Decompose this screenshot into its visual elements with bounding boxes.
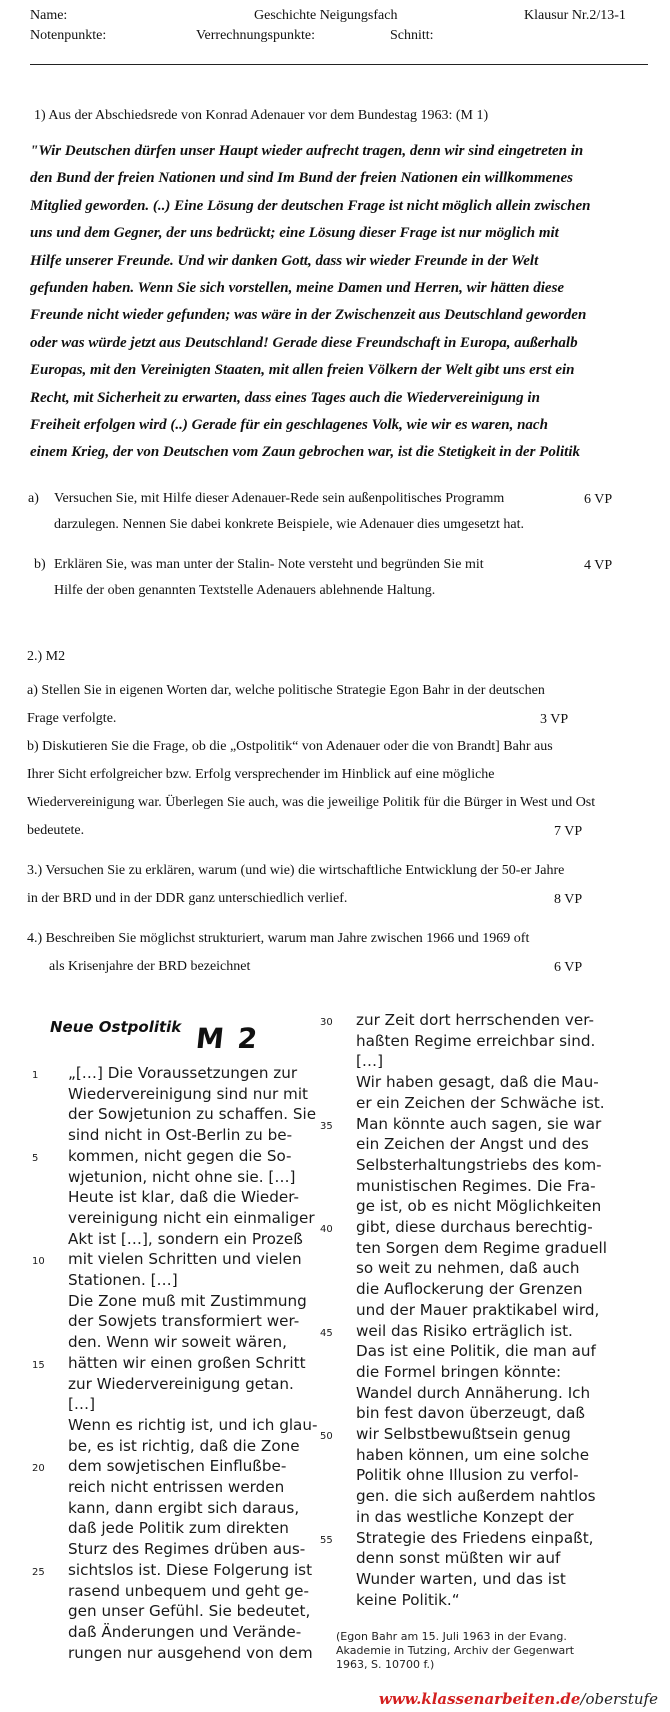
m2-line-text: hätten wir einen großen Schritt (68, 1353, 306, 1372)
m2-line-text: […] (68, 1395, 96, 1414)
m2-line-text: wjetunion, nicht ohne sie. […] (68, 1167, 296, 1186)
citation-line: 1963, S. 10700 f.) (336, 1658, 435, 1671)
m2-text-line (356, 1486, 607, 1507)
m2-text-line (356, 1155, 607, 1176)
m2-text-line (356, 1590, 607, 1611)
m2-text-line (68, 1270, 317, 1291)
m2-line-text: gen unser Gefühl. Sie bedeutet, (68, 1602, 311, 1621)
m2-line-text: be, es ist richtig, daß die Zone (68, 1436, 300, 1455)
m2-text-line (356, 1238, 607, 1259)
m2-text-line (68, 1601, 317, 1622)
m2-text-line (356, 1548, 607, 1569)
m2-text-line (68, 1374, 317, 1395)
m2-text-line (356, 1258, 607, 1279)
m2-text-line (68, 1167, 317, 1188)
q2b-line1: b) Diskutieren Sie die Frage, ob die „Ostpolitik“ von Adenauer oder die von Brandt] Bahr aus (27, 739, 553, 754)
m2-line-text: die Auflockerung der Grenzen (356, 1280, 583, 1299)
quote-line: Europas, mit den Vereinigten Staaten, mit allen freien Völkern der Welt gibt uns erst ein (30, 362, 575, 379)
line-number: 35 (320, 1120, 333, 1132)
q2-title: 2.) M2 (27, 649, 66, 664)
quote-line: einem Krieg, der von Deutschen vom Zaun gebrochen war, ist die Stetigkeit in der Politik (30, 444, 581, 461)
q2a-line1: a) Stellen Sie in eigenen Worten dar, welche politische Strategie Egon Bahr in der deutschen (27, 683, 545, 698)
q1a-line1: Versuchen Sie, mit Hilfe dieser Adenauer-Rede sein außenpolitisches Programm (54, 491, 505, 506)
m2-line-text: […] (356, 1052, 384, 1071)
m2-text-line (68, 1311, 317, 1332)
q2b-line2: Ihrer Sicht erfolgreicher bzw. Erfolg versprechender im Hinblick auf eine mögliche (27, 767, 495, 782)
quote-line: gefunden haben. Wenn Sie sich vorstellen, meine Damen und Herren, wir hätten diese (30, 280, 565, 297)
m2-line-text: vereinigung nicht ein einmaliger (68, 1208, 315, 1227)
m2-text-line (320, 1217, 607, 1238)
average-label: Schnitt: (390, 28, 434, 43)
q1b-line2: Hilfe der oben genannten Textstelle Adenauers ablehnende Haltung. (54, 583, 436, 598)
m2-text-line (320, 1424, 607, 1445)
m2-text-line (356, 1362, 607, 1383)
m2-line-text: Akt ist […], sondern ein Prozeß (68, 1229, 303, 1248)
m2-line-text: rasend unbequem und geht ge- (68, 1581, 309, 1600)
m2-text-line (356, 1196, 607, 1217)
m2-text-line (320, 1114, 607, 1135)
m2-text-line (356, 1465, 607, 1486)
m2-text-line (32, 1456, 317, 1477)
m2-text-line (320, 1010, 607, 1031)
quote-line: Freiheit erfolgen wird (..) Gerade für ein geschlagenes Volk, wie wir es waren, nach (30, 417, 548, 434)
q1b-line1: Erklären Sie, was man unter der Stalin- Note versteht und begründen Sie mit (54, 557, 484, 572)
line-number: 5 (32, 1152, 39, 1164)
q2b-line3: Wiedervereinigung war. Überlegen Sie auch, was die jeweilige Politik für die Bürger in West und Ost (27, 795, 596, 810)
m2-text-line (68, 1518, 317, 1539)
m2-handwritten-label: M 2 (194, 1022, 261, 1055)
m2-line-text: Man könnte auch sagen, sie war (356, 1114, 602, 1133)
points-label: Verrechnungspunkte: (196, 28, 315, 43)
quote-line: Hilfe unserer Freunde. Und wir danken Gott, dass wir wieder Freunde in der Welt (30, 252, 539, 269)
q2b-points: 7 VP (554, 824, 583, 839)
m2-line-text: den. Wenn wir soweit wären, (68, 1333, 287, 1352)
m2-line-text: Das ist eine Politik, die man auf (356, 1342, 596, 1361)
m2-line-text: kommen, nicht gegen die So- (68, 1146, 292, 1165)
m2-line-text: daß jede Politik zum direkten (68, 1519, 289, 1538)
m2-text-line (356, 1093, 607, 1114)
q3-line1: 3.) Versuchen Sie zu erklären, warum (und wie) die wirtschaftliche Entwicklung der 50-er Jahre (27, 863, 565, 878)
m2-line-text: Wunder warten, und das ist (356, 1569, 566, 1588)
m2-text-line (32, 1353, 317, 1374)
m2-text-line (32, 1063, 317, 1084)
m2-line-text: Heute ist klar, daß die Wieder- (68, 1188, 300, 1207)
m2-line-text: dem sowjetischen Einflußbe- (68, 1457, 287, 1476)
m2-text-line (356, 1569, 607, 1590)
m2-line-text: der Sowjets transformiert wer- (68, 1312, 300, 1331)
m2-text-line (68, 1125, 317, 1146)
m2-text-line (68, 1084, 317, 1105)
header-divider (30, 64, 648, 65)
m2-line-text: daß Änderungen und Verände- (68, 1622, 302, 1641)
quote-line: uns und dem Gegner, der uns bedrückt; eine Lösung dieser Frage ist nur möglich mit (30, 225, 559, 242)
m2-text-line (356, 1300, 607, 1321)
q1a-points: 6 VP (584, 492, 613, 507)
site-footer (379, 1690, 658, 1708)
m2-line-text: munistischen Regimes. Die Fra- (356, 1176, 596, 1195)
m2-text-line (68, 1436, 317, 1457)
q2a-points: 3 VP (540, 712, 569, 727)
m2-citation (336, 1630, 574, 1672)
m2-text-line (32, 1560, 317, 1581)
m2-text-line (68, 1208, 317, 1229)
m2-text-line (68, 1394, 317, 1415)
m2-line-text: Wiedervereinigung sind nur mit (68, 1084, 309, 1103)
line-number: 20 (32, 1463, 45, 1475)
q1-title: 1) Aus der Abschiedsrede von Konrad Adenauer vor dem Bundestag 1963: (M 1) (34, 108, 489, 123)
q4-points: 6 VP (554, 960, 583, 975)
m2-line-text: ge ist, ob es nicht Möglichkeiten (356, 1197, 602, 1216)
citation-line: (Egon Bahr am 15. Juli 1963 in der Evang. (336, 1630, 567, 1643)
m2-title: Neue Ostpolitik (50, 1018, 182, 1036)
line-number: 25 (32, 1566, 45, 1578)
m2-text-line (68, 1539, 317, 1560)
m2-text-line (356, 1134, 607, 1155)
q2b-line4: bedeutete. (27, 823, 85, 838)
m2-text-line (68, 1622, 317, 1643)
m2-line-text: sichtslos ist. Diese Folgerung ist (68, 1560, 313, 1579)
m2-line-text: haben können, um eine solche (356, 1445, 590, 1464)
m2-text-line (68, 1104, 317, 1125)
m2-line-text: der Sowjetunion zu schaffen. Sie (68, 1105, 317, 1124)
quote-line: Recht, mit Sicherheit zu erwarten, dass eines Tages auch die Wiedervereinigung in (30, 389, 540, 406)
subject-title: Geschichte Neigungsfach (254, 8, 398, 23)
m2-line-text: keine Politik.“ (356, 1590, 460, 1609)
quote-line: Mitglied geworden. (..) Eine Lösung der deutschen Frage ist nicht möglich allein zwischen (30, 197, 591, 214)
m2-text-line (320, 1321, 607, 1342)
line-number: 1 (32, 1070, 39, 1081)
citation-line: Akademie in Tutzing, Archiv der Gegenwart (336, 1644, 575, 1657)
m2-line-text: ten Sorgen dem Regime graduell (356, 1238, 607, 1257)
m2-text-line (68, 1477, 317, 1498)
m2-text-line (68, 1187, 317, 1208)
m2-line-text: ein Zeichen der Angst und des (356, 1135, 589, 1154)
m2-line-text: bin fest davon überzeugt, daß (356, 1404, 585, 1423)
q3-points: 8 VP (554, 892, 583, 907)
m2-text-line (356, 1031, 607, 1052)
m2-line-text: zur Zeit dort herrschenden ver- (356, 1011, 594, 1029)
q4-line1: 4.) Beschreiben Sie möglichst strukturiert, warum man Jahre zwischen 1966 und 1969 oft (27, 931, 530, 946)
m2-text-line (68, 1415, 317, 1436)
adenauer-quote (30, 138, 650, 467)
m2-text-line (356, 1279, 607, 1300)
m2-left-column (32, 1063, 318, 1663)
m2-text-line (356, 1445, 607, 1466)
m2-line-text: Sturz des Regimes drüben aus- (68, 1540, 306, 1559)
m2-line-text: die Formel bringen könnte: (356, 1362, 562, 1381)
m2-text-line (356, 1176, 607, 1197)
q2a-line2: Frage verfolgte. (27, 711, 117, 726)
footer-suffix: /oberstufe (580, 1690, 658, 1708)
line-number: 45 (320, 1327, 333, 1339)
grade-label: Notenpunkte: (30, 28, 107, 43)
quote-line: oder was würde jetzt aus Deutschland! Gerade diese Freundschaft in Europa, außerhalb (30, 334, 578, 351)
m2-line-text: Strategie des Friedens einpaßt, (356, 1528, 594, 1547)
quote-line: "Wir Deutschen dürfen unser Haupt wieder aufrecht tragen, denn wir sind eingetreten in (30, 143, 584, 159)
m2-text-line (68, 1643, 317, 1664)
exam-number: Klausur Nr.2/13-1 (524, 8, 626, 23)
m2-line-text: Die Zone muß mit Zustimmung (68, 1291, 307, 1310)
m2-line-text: Selbsterhaltungstriebs des kom- (356, 1155, 602, 1174)
quote-line: Freunde nicht wieder gefunden; was wäre in der Zwischenzeit aus Deutschland geworden (30, 307, 587, 324)
q1b-label: b) (34, 557, 46, 572)
m2-line-text: gen. die sich außerdem nahtlos (356, 1487, 596, 1506)
m2-text-line (32, 1146, 317, 1167)
line-number: 40 (320, 1224, 333, 1236)
m2-text-line (356, 1051, 607, 1072)
q1b-points: 4 VP (584, 558, 613, 573)
line-number: 50 (320, 1431, 333, 1443)
m2-line-text: kann, dann ergibt sich daraus, (68, 1498, 300, 1517)
m2-line-text: weil das Risiko erträglich ist. (356, 1321, 573, 1340)
q3-line2: in der BRD und in der DDR ganz unterschiedlich verlief. (27, 891, 348, 906)
m2-line-text: haßten Regime erreichbar sind. (356, 1031, 596, 1050)
m2-text-line (68, 1291, 317, 1312)
m2-text-line (68, 1581, 317, 1602)
line-number: 10 (32, 1256, 45, 1268)
m2-line-text: Stationen. […] (68, 1271, 178, 1290)
m2-text-line (356, 1341, 607, 1362)
footer-site-link[interactable]: www.klassenarbeiten.de (378, 1690, 581, 1708)
q1a-line2: darzulegen. Nennen Sie dabei konkrete Beispiele, wie Adenauer dies umgesetzt hat. (54, 517, 524, 532)
m2-line-text: er ein Zeichen der Schwäche ist. (356, 1093, 605, 1112)
m2-line-text: „[…] Die Voraussetzungen zur (68, 1064, 298, 1082)
m2-text-line (68, 1229, 317, 1250)
m2-line-text: Wenn es richtig ist, und ich glau- (68, 1415, 318, 1434)
m2-line-text: mit vielen Schritten und vielen (68, 1250, 302, 1269)
m2-line-text: und der Mauer praktikabel wird, (356, 1300, 600, 1319)
m2-line-text: zur Wiedervereinigung getan. (68, 1374, 294, 1393)
name-label: Name: (30, 8, 68, 23)
line-number: 15 (32, 1359, 45, 1371)
m2-text-line (320, 1528, 607, 1549)
m2-line-text: so weit zu nehmen, daß auch (356, 1259, 580, 1278)
quote-line: den Bund der freien Nationen und sind Im Bund der freien Nationen ein willkommenes (30, 170, 573, 187)
m2-line-text: denn sonst müßten wir auf (356, 1549, 561, 1568)
q4-line2: als Krisenjahre der BRD bezeichnet (49, 959, 251, 974)
m2-line-text: Wandel durch Annäherung. Ich (356, 1383, 591, 1402)
m2-text-line (68, 1332, 317, 1353)
m2-right-column (320, 1010, 607, 1610)
m2-line-text: Politik ohne Illusion zu verfol- (356, 1466, 579, 1485)
line-number: 30 (320, 1017, 333, 1028)
m2-line-text: reich nicht entrissen werden (68, 1478, 285, 1497)
m2-text-line (32, 1249, 317, 1270)
m2-line-text: in das westliche Konzept der (356, 1507, 574, 1526)
q1a-label: a) (28, 491, 39, 506)
m2-text-line (356, 1507, 607, 1528)
m2-text-line (356, 1072, 607, 1093)
line-number: 55 (320, 1534, 333, 1546)
m2-line-text: sind nicht in Ost-Berlin zu be- (68, 1126, 293, 1145)
m2-line-text: Wir haben gesagt, daß die Mau- (356, 1073, 599, 1092)
m2-text-line (356, 1403, 607, 1424)
m2-text-line (68, 1498, 317, 1519)
m2-line-text: rungen nur ausgehend von dem (68, 1643, 313, 1662)
m2-text-line (356, 1383, 607, 1404)
m2-line-text: wir Selbstbewußtsein genug (356, 1425, 571, 1444)
m2-line-text: gibt, diese durchaus berechtig- (356, 1218, 593, 1237)
